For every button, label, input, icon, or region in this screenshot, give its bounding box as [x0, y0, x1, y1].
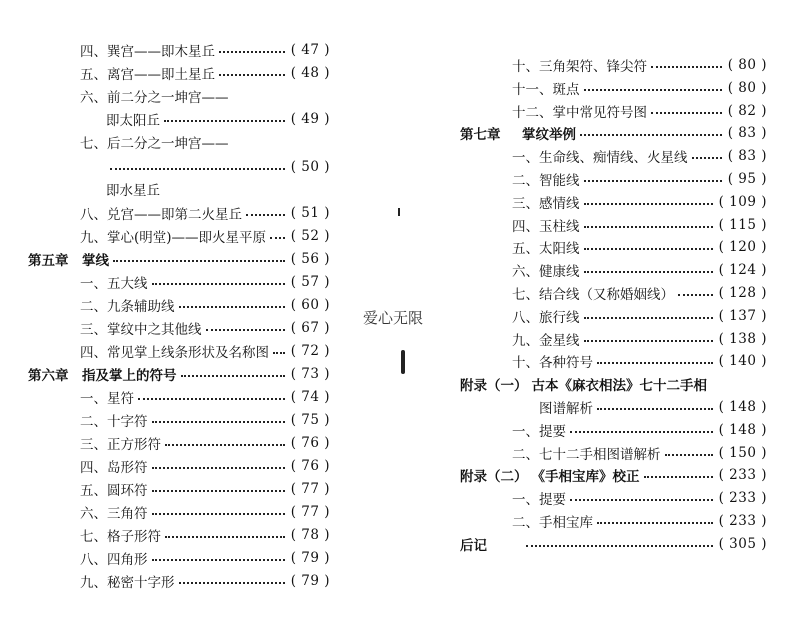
toc-dot-leader: [273, 352, 285, 354]
toc-dot-leader: [678, 294, 713, 296]
toc-entry: [28, 363, 330, 385]
toc-entry: [512, 214, 767, 236]
toc-entry: [106, 108, 330, 130]
toc-entry-title: 四、常见掌上线条形状及名称图: [80, 345, 269, 361]
toc-dot-leader: [179, 582, 285, 584]
toc-entry: [80, 131, 330, 153]
toc-dot-leader: [246, 214, 285, 216]
toc-chapter-heading: 第六章: [28, 368, 69, 384]
toc-chapter-heading: 第五章: [28, 253, 69, 269]
toc-entry-title: 三、正方形符: [80, 437, 161, 453]
toc-dot-leader: [206, 329, 285, 331]
toc-dot-leader: [570, 431, 713, 433]
toc-dot-leader: [526, 545, 713, 547]
toc-page-number: ( 73 ): [290, 366, 330, 382]
toc-entry: [80, 340, 330, 362]
toc-page-number: ( 50 ): [290, 159, 330, 175]
toc-page-number: ( 137 ): [718, 307, 767, 324]
toc-page-number: ( 76 ): [290, 458, 330, 474]
toc-entry-title: 古本《麻衣相法》七十二手相: [531, 378, 707, 395]
toc-page-number: ( 138 ): [718, 330, 767, 347]
ink-mark: [401, 350, 405, 374]
toc-chapter-heading: 附录（二）: [460, 469, 528, 486]
toc-entry: [80, 524, 330, 546]
toc-entry: [106, 156, 330, 178]
toc-entry: [80, 62, 330, 84]
toc-page-number: ( 95 ): [727, 171, 767, 187]
toc-dot-leader: [152, 283, 285, 285]
toc-dot-leader: [584, 317, 713, 319]
toc-entry: [512, 236, 767, 258]
toc-dot-leader: [644, 476, 713, 478]
toc-entry-title: 六、三角符: [80, 506, 148, 522]
toc-entry-title: 掌线: [82, 253, 109, 269]
toc-entry-title: 一、提要: [512, 492, 566, 509]
toc-entry: [80, 570, 330, 592]
toc-entry: [80, 202, 330, 224]
toc-entry: [80, 39, 330, 61]
toc-page-number: ( 79 ): [290, 550, 330, 566]
toc-page-number: ( 115 ): [718, 216, 767, 233]
toc-entry-title: 九、秘密十字形: [80, 575, 175, 591]
toc-entry-title: 一、五大线: [80, 276, 148, 292]
toc-page-number: ( 148 ): [718, 399, 767, 415]
toc-dot-leader: [138, 398, 285, 400]
toc-entry-title: 五、圆环符: [80, 483, 148, 499]
toc-entry: [460, 373, 767, 395]
toc-entry-title: 六、健康线: [512, 264, 580, 281]
toc-entry-title: 八、兑宫——即第二火星丘: [80, 207, 242, 223]
toc-entry-title: 三、掌纹中之其他线: [80, 322, 202, 338]
toc-dot-leader: [651, 66, 722, 68]
toc-page-number: ( 57 ): [290, 274, 330, 290]
toc-dot-leader: [584, 340, 713, 342]
toc-entry-title: 十一、斑点: [512, 81, 580, 98]
toc-dot-leader: [597, 522, 713, 524]
toc-entry: [512, 259, 767, 281]
toc-entry: [512, 510, 767, 532]
toc-entry-title: 掌纹举例: [522, 127, 576, 144]
toc-page-number: ( 74 ): [290, 389, 330, 405]
toc-page-number: ( 80 ): [727, 57, 767, 73]
toc-entry: [512, 54, 767, 76]
toc-dot-leader: [597, 362, 713, 364]
toc-dot-leader: [113, 260, 285, 262]
toc-page-number: ( 83 ): [727, 148, 767, 165]
toc-entry-title: 四、巽宫——即木星丘: [80, 44, 215, 60]
toc-entry: [512, 145, 767, 167]
toc-entry: [80, 225, 330, 247]
toc-page-number: ( 76 ): [290, 435, 330, 451]
toc-dot-leader: [152, 490, 285, 492]
toc-entry-title: 九、金星线: [512, 332, 580, 349]
toc-entry: [512, 77, 767, 99]
toc-entry-title: 八、旅行线: [512, 309, 580, 326]
toc-entry-title: 九、掌心(明堂)——即火星平原: [80, 230, 267, 246]
toc-entry-title: 一、生命线、痴情线、火星线: [512, 150, 688, 167]
toc-entry: [80, 317, 330, 339]
toc-dot-leader: [164, 120, 285, 122]
toc-entry-title: 二、十字符: [80, 414, 148, 430]
toc-dot-leader: [651, 112, 722, 114]
toc-entry-title: 二、九条辅助线: [80, 299, 175, 315]
toc-entry-title: 即太阳丘: [106, 113, 160, 129]
toc-page-number: ( 148 ): [718, 421, 767, 438]
toc-entry: [460, 122, 767, 144]
toc-entry: [512, 442, 767, 464]
toc-entry-title: 图谱解析: [539, 401, 593, 417]
toc-entry: [80, 432, 330, 454]
toc-entry-title: 五、太阳线: [512, 241, 580, 258]
toc-page-number: ( 52 ): [290, 228, 330, 244]
toc-page-number: ( 233 ): [718, 490, 767, 507]
toc-entry: [512, 487, 767, 509]
toc-entry: [512, 419, 767, 441]
toc-page-number: ( 47 ): [290, 42, 330, 58]
toc-dot-leader: [165, 536, 285, 538]
toc-dot-leader: [584, 203, 713, 205]
toc-entry-title: 二、智能线: [512, 173, 580, 189]
toc-entry-title: 五、离宫——即土星丘: [80, 67, 215, 83]
toc-page-number: ( 67 ): [290, 320, 330, 336]
toc-dot-leader: [584, 226, 713, 228]
toc-entry: [80, 478, 330, 500]
toc-entry: [512, 328, 767, 350]
toc-entry-title: 即水星丘: [106, 183, 160, 199]
toc-page-number: ( 60 ): [290, 297, 330, 313]
toc-entry-title: 十二、掌中常见符号图: [512, 104, 647, 121]
toc-dot-leader: [270, 237, 285, 239]
toc-dot-leader: [219, 74, 285, 76]
toc-dot-leader: [219, 51, 285, 53]
toc-dot-leader: [692, 157, 722, 159]
toc-entry: [80, 409, 330, 431]
toc-page-number: ( 140 ): [718, 353, 767, 370]
toc-entry-title: 一、星符: [80, 391, 134, 407]
toc-dot-leader: [584, 89, 722, 91]
toc-entry-title: 三、感情线: [512, 195, 580, 212]
toc-page-number: ( 78 ): [290, 527, 330, 543]
toc-page-number: ( 124 ): [718, 262, 767, 279]
toc-page-number: ( 48 ): [290, 65, 330, 81]
toc-page-number: ( 56 ): [290, 251, 330, 267]
toc-dot-leader: [152, 421, 285, 423]
toc-page-number: ( 305 ): [718, 535, 767, 552]
toc-page-number: ( 150 ): [718, 444, 767, 461]
toc-page-number: ( 75 ): [290, 412, 330, 428]
toc-entry: [80, 271, 330, 293]
toc-entry: [512, 282, 767, 304]
toc-entry: [512, 168, 767, 190]
toc-entry: [512, 100, 767, 122]
toc-page-number: ( 77 ): [290, 481, 330, 497]
toc-page-number: ( 79 ): [290, 573, 330, 589]
toc-entry-title: 七、结合线（又称婚姻线）: [512, 287, 674, 303]
toc-entry-title: 六、前二分之一坤宫——: [80, 90, 229, 106]
toc-dot-leader: [181, 375, 285, 377]
toc-page-number: ( 72 ): [290, 343, 330, 359]
toc-entry: [512, 350, 767, 372]
toc-dot-leader: [665, 454, 713, 456]
toc-entry-title: 七、后二分之一坤宫——: [80, 136, 229, 152]
toc-dot-leader: [152, 559, 285, 561]
toc-chapter-heading: 后记: [460, 537, 487, 554]
toc-dot-leader: [584, 271, 713, 273]
toc-entry-title: 十、各种符号: [512, 355, 593, 372]
right-page: [397, 0, 793, 635]
toc-dot-leader: [584, 180, 722, 182]
toc-dot-leader: [152, 513, 285, 515]
toc-entry-title: 八、四角形: [80, 552, 148, 568]
toc-chapter-heading: 附录（一）: [460, 378, 528, 395]
toc-entry: [80, 85, 330, 107]
toc-page-number: ( 128 ): [718, 285, 767, 301]
toc-dot-leader: [110, 168, 285, 170]
toc-chapter-heading: 第七章: [460, 127, 501, 144]
toc-entry: [28, 248, 330, 270]
toc-page-number: ( 120 ): [718, 239, 767, 256]
center-watermark-text: 爱心无限: [363, 309, 424, 327]
toc-entry: [512, 305, 767, 327]
toc-dot-leader: [179, 306, 285, 308]
toc-page-number: ( 109 ): [718, 193, 767, 210]
toc-entry: [460, 533, 767, 555]
toc-entry: [80, 455, 330, 477]
ink-speck: [398, 208, 400, 216]
toc-entry-title: 指及掌上的符号: [82, 368, 177, 384]
left-page: [0, 0, 396, 635]
toc-entry: [460, 464, 767, 486]
toc-page-number: ( 82 ): [727, 102, 767, 119]
toc-dot-leader: [570, 499, 713, 501]
toc-entry: [80, 294, 330, 316]
toc-entry-title: 四、玉柱线: [512, 218, 580, 235]
toc-page-number: ( 233 ): [718, 467, 767, 484]
toc-entry-title: 一、提要: [512, 423, 566, 440]
toc-page-number: ( 80 ): [727, 79, 767, 96]
toc-dot-leader: [597, 408, 713, 410]
toc-entry-title: 《手相宝库》校正: [531, 469, 640, 486]
toc-entry: [106, 178, 330, 200]
toc-page-number: ( 49 ): [290, 111, 330, 127]
toc-page-number: ( 233 ): [718, 513, 767, 529]
toc-entry: [512, 191, 767, 213]
toc-dot-leader: [584, 248, 713, 250]
toc-page-number: ( 83 ): [727, 125, 767, 142]
toc-dot-leader: [165, 444, 285, 446]
toc-entry: [539, 396, 767, 418]
toc-entry: [80, 547, 330, 569]
toc-entry-title: 十、三角架符、锋尖符: [512, 59, 647, 75]
toc-entry-title: 二、七十二手相图谱解析: [512, 446, 661, 463]
toc-entry-title: 七、格子形符: [80, 529, 161, 545]
toc-entry: [80, 386, 330, 408]
toc-entry: [80, 501, 330, 523]
toc-dot-leader: [580, 134, 722, 136]
toc-entry-title: 二、手相宝库: [512, 515, 593, 531]
toc-dot-leader: [152, 467, 285, 469]
toc-page-number: ( 51 ): [290, 205, 330, 221]
toc-page-number: ( 77 ): [290, 504, 330, 520]
toc-entry-title: 四、岛形符: [80, 460, 148, 476]
